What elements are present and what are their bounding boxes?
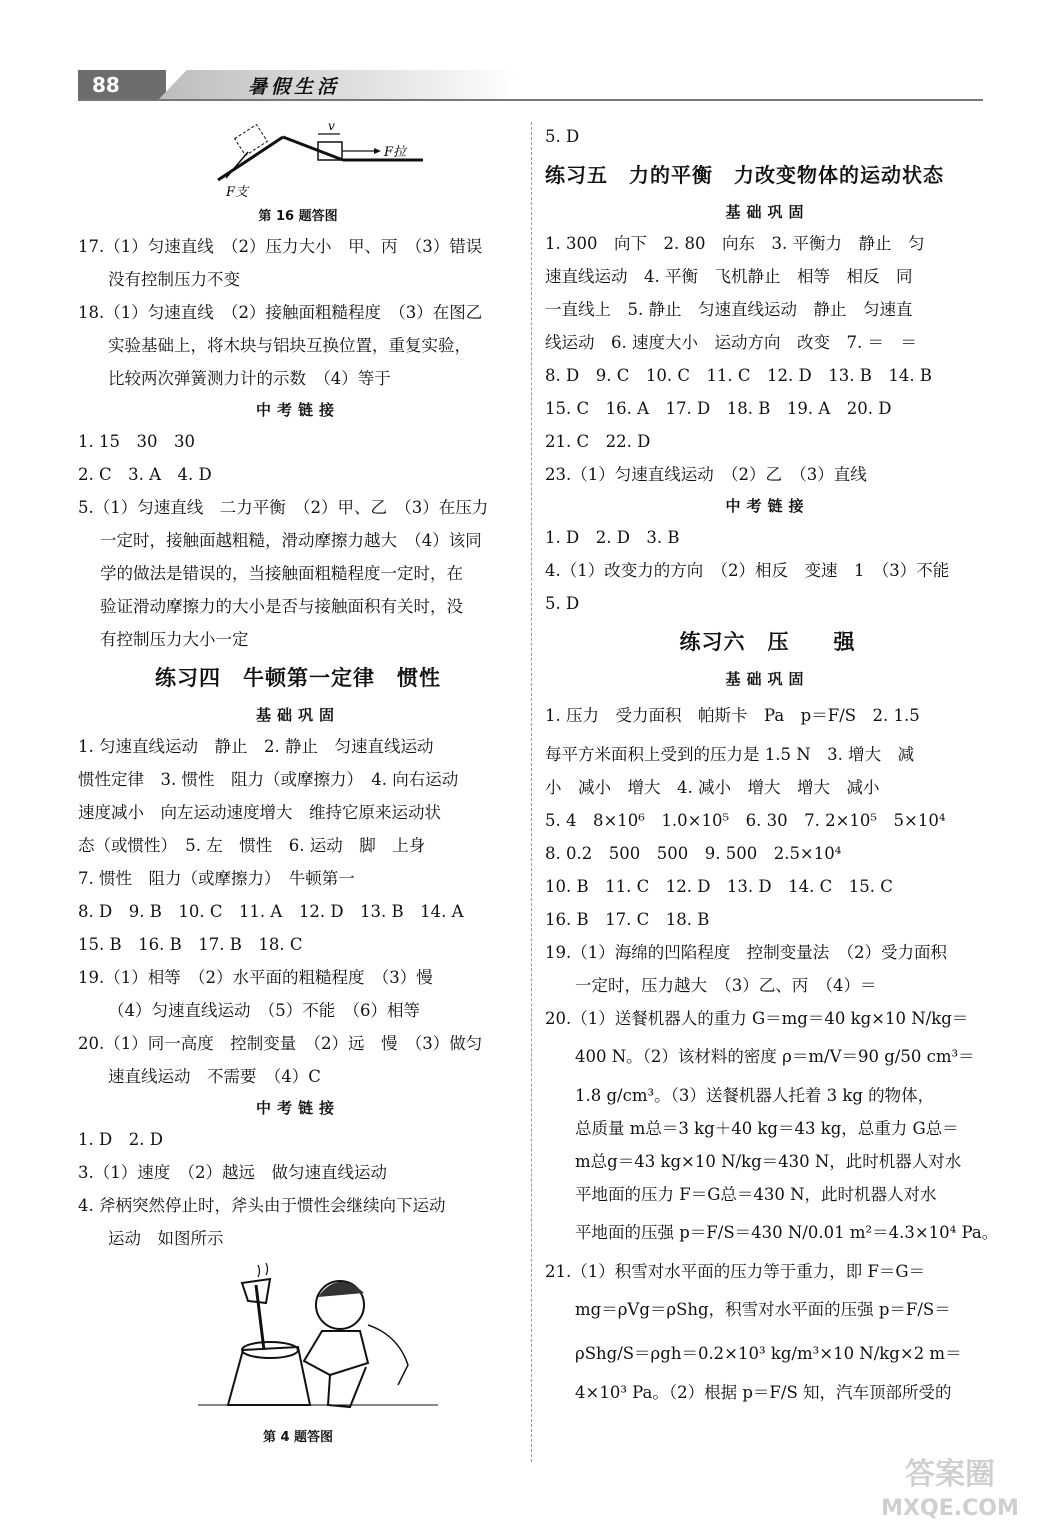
ex6-q20-line: m总g＝43 kg×10 N/kg＝430 N，此时机器人对水 bbox=[575, 1152, 962, 1171]
zk2-q4-line: 4. 斧柄突然停止时，斧头由于惯性会继续向下运动 bbox=[78, 1196, 446, 1215]
ex4-q19-line: 19.（1）相等 （2）水平面的粗糙程度 （3）慢 bbox=[78, 968, 433, 987]
q18-line: 比较两次弹簧测力计的示数 （4）等于 bbox=[108, 369, 391, 388]
figure-4 bbox=[78, 1255, 518, 1425]
zk3-line: 5. D bbox=[545, 594, 580, 613]
ex5-line: 速直线运动 4. 平衡 飞机静止 相等 相反 同 bbox=[545, 267, 913, 286]
zk3-line: 4.（1）改变力的方向 （2）相反 变速 1 （3）不能 bbox=[545, 561, 950, 580]
ex6-q19-line: 19.（1）海绵的凹陷程度 控制变量法 （2）受力面积 bbox=[545, 943, 947, 962]
zk1-line: 2. C 3. A 4. D bbox=[78, 465, 212, 484]
ex4-line: 8. D 9. B 10. C 11. A 12. D 13. B 14. A bbox=[78, 902, 464, 921]
ex4-line: 7. 惯性 阻力（或摩擦力） 牛顿第一 bbox=[78, 869, 355, 888]
pull-force-label: F拉 bbox=[384, 145, 407, 160]
top-line: 5. D bbox=[545, 127, 580, 146]
ex6-q21-line: ρShg/S＝ρgh＝0.2×10³ kg/m³×10 N/kg×2 m＝ bbox=[575, 1344, 962, 1363]
zk1-q5-line: 一定时，接触面越粗糙，滑动摩擦力越大 （4）该同 bbox=[100, 531, 482, 550]
ex6-line: 1. 压力 受力面积 帕斯卡 Pa p＝F/S 2. 1.5 bbox=[545, 706, 920, 725]
ex6-q21-line: 21.（1）积雪对水平面的压力等于重力，即 F＝G＝ bbox=[545, 1262, 926, 1281]
ex4-q20-line: 20.（1）同一高度 控制变量 （2）远 慢 （3）做匀 bbox=[78, 1034, 483, 1053]
ex5-line: 23.（1）匀速直线运动 （2）乙 （3）直线 bbox=[545, 465, 867, 484]
watermark bbox=[865, 1458, 1035, 1528]
ex4-title: 练习四 牛顿第一定律 惯性 bbox=[155, 665, 441, 690]
ex6-line: 小 减小 增大 4. 减小 增大 增大 减小 bbox=[545, 778, 880, 797]
zk1-q5-line: 学的做法是错误的，当接触面粗糙程度一定时，在 bbox=[100, 564, 463, 583]
figure-4-caption: 第 4 题答图 bbox=[262, 1430, 334, 1445]
ex4-line: 15. B 16. B 17. B 18. C bbox=[78, 935, 303, 954]
ex5-line: 一直线上 5. 静止 匀速直线运动 静止 匀速直 bbox=[545, 300, 913, 319]
ex4-q19-line: （4）匀速直线运动 （5）不能 （6）相等 bbox=[108, 1001, 420, 1020]
q18-line: 实验基础上，将木块与铝块互换位置，重复实验， bbox=[108, 336, 471, 355]
q17-line: 17.（1）匀速直线 （2）压力大小 甲、丙 （3）错误 bbox=[78, 237, 483, 256]
zk3-heading: 中考链接 bbox=[725, 497, 810, 515]
ex4-line: 1. 匀速直线运动 静止 2. 静止 匀速直线运动 bbox=[78, 737, 434, 756]
ex4-line: 惯性定律 3. 惯性 阻力（或摩擦力） 4. 向右运动 bbox=[78, 770, 459, 789]
figure-16 bbox=[78, 112, 518, 204]
left-column bbox=[78, 112, 518, 1451]
ex5-line: 1. 300 向下 2. 80 向东 3. 平衡力 静止 匀 bbox=[545, 234, 925, 253]
ex6-q20-line: 20.（1）送餐机器人的重力 G＝mg＝40 kg×10 N/kg＝ bbox=[545, 1009, 969, 1028]
page-number: 88 bbox=[78, 70, 166, 100]
ex6-line: 5. 4 8×10⁶ 1.0×10⁵ 6. 30 7. 2×10⁵ 5×10⁴ bbox=[545, 811, 946, 830]
right-column bbox=[545, 120, 999, 1409]
ex6-q21-line: 4×10³ Pa。（2）根据 p＝F/S 知，汽车顶部所受的 bbox=[575, 1383, 952, 1402]
ex4-q20-line: 速直线运动 不需要 （4）C bbox=[108, 1067, 321, 1086]
ex6-q20-line: 总质量 m总＝3 kg＋40 kg＝43 kg，总重力 G总＝ bbox=[575, 1119, 959, 1138]
ex5-title: 练习五 力的平衡 力改变物体的运动状态 bbox=[545, 163, 944, 187]
axe-boy-illustration bbox=[78, 1255, 518, 1425]
column-divider bbox=[531, 122, 532, 1462]
ex6-q19-line: 一定时，压力越大 （3）乙、丙 （4）＝ bbox=[575, 976, 877, 995]
zk1-line: 1. 15 30 30 bbox=[78, 432, 195, 451]
watermark-line2: MXQE.COM bbox=[881, 1496, 1019, 1521]
header-rule bbox=[78, 99, 983, 101]
q17-line: 没有控制压力不变 bbox=[108, 270, 240, 289]
ex6-q20-line: 平地面的压力 F＝G总＝430 N，此时机器人对水 bbox=[575, 1185, 937, 1204]
figure-16-caption: 第 16 题答图 bbox=[258, 209, 338, 224]
header-title: 暑假生活 bbox=[248, 76, 341, 98]
ex5-basic-heading: 基础巩固 bbox=[725, 203, 810, 221]
velocity-label: v bbox=[328, 119, 335, 133]
zk2-heading: 中考链接 bbox=[255, 1099, 340, 1117]
zk1-q5-line: 5.（1）匀速直线 二力平衡 （2）甲、乙 （3）在压力 bbox=[78, 498, 489, 517]
ex6-line: 8. 0.2 500 500 9. 500 2.5×10⁴ bbox=[545, 844, 842, 863]
ex6-basic-heading: 基础巩固 bbox=[725, 670, 810, 688]
ex5-line: 8. D 9. C 10. C 11. C 12. D 13. B 14. B bbox=[545, 366, 932, 385]
ex5-line: 线运动 6. 速度大小 运动方向 改变 7. ＝ ＝ bbox=[545, 333, 917, 352]
zk2-line: 3.（1）速度 （2）越远 做匀速直线运动 bbox=[78, 1163, 387, 1182]
ex5-line: 15. C 16. A 17. D 18. B 19. A 20. D bbox=[545, 399, 892, 418]
ex6-line: 16. B 17. C 18. B bbox=[545, 910, 710, 929]
ex4-line: 态（或惯性） 5. 左 惯性 6. 运动 脚 上身 bbox=[78, 836, 426, 855]
ex4-basic-heading: 基础巩固 bbox=[255, 706, 340, 724]
ex4-line: 速度减小 向左运动速度增大 维持它原来运动状 bbox=[78, 803, 441, 822]
ex6-q20-line: 400 N。（2）该材料的密度 ρ＝m/V＝90 g/50 cm³＝ bbox=[575, 1047, 975, 1066]
zk2-q4-line: 运动 如图所示 bbox=[108, 1229, 224, 1248]
ex6-line: 10. B 11. C 12. D 13. D 14. C 15. C bbox=[545, 877, 893, 896]
ex6-q21-line: mg＝ρVg＝ρShg，积雪对水平面的压强 p＝F/S＝ bbox=[575, 1300, 951, 1319]
watermark-line1: 答案圈 bbox=[905, 1457, 995, 1492]
q18-line: 18.（1）匀速直线 （2）接触面粗糙程度 （3）在图乙 bbox=[78, 303, 483, 322]
page-header bbox=[78, 70, 983, 100]
incline-force-diagram bbox=[78, 112, 518, 204]
zk3-line: 1. D 2. D 3. B bbox=[545, 528, 680, 547]
zk1-q5-line: 有控制压力大小一定 bbox=[100, 630, 249, 649]
ex6-line: 每平方米面积上受到的压力是 1.5 N 3. 增大 减 bbox=[545, 745, 915, 764]
ex6-q20-line: 平地面的压强 p＝F/S＝430 N/0.01 m²＝4.3×10⁴ Pa。 bbox=[575, 1223, 999, 1242]
zk2-line: 1. D 2. D bbox=[78, 1130, 163, 1149]
support-force-label: F支 bbox=[226, 185, 249, 200]
ex6-q20-line: 1.8 g/cm³。（3）送餐机器人托着 3 kg 的物体， bbox=[575, 1086, 935, 1105]
ex6-title: 练习六 压 强 bbox=[679, 629, 856, 654]
ex5-line: 21. C 22. D bbox=[545, 432, 651, 451]
zk1-heading: 中考链接 bbox=[255, 401, 340, 419]
zk1-q5-line: 验证滑动摩擦力的大小是否与接触面积有关时，没 bbox=[100, 597, 463, 616]
